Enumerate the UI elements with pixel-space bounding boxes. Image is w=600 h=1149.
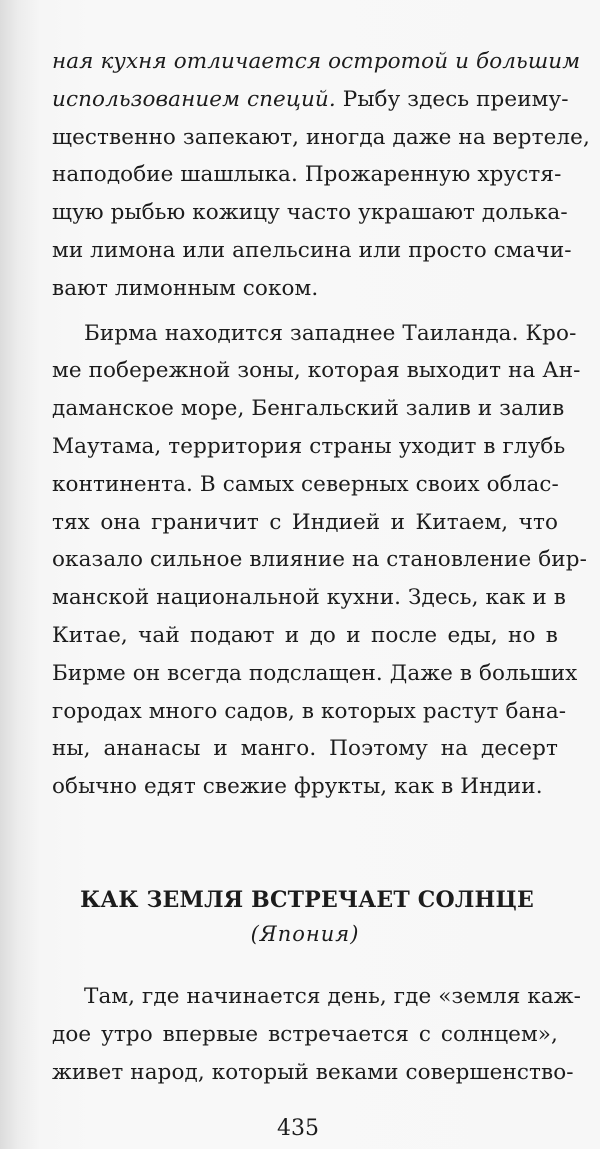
- book-page: [52, 43, 590, 1149]
- paragraph-gap: [52, 308, 558, 315]
- paragraph-cuisine-fish: [52, 43, 590, 308]
- text-line: дое утро впервые встречается с солнцем»,: [52, 1021, 558, 1047]
- italic-text: использованием специй.: [52, 86, 336, 112]
- text-line: вают лимонным соком.: [52, 275, 319, 301]
- text-line: ми лимона или апельсина или просто смачи-: [52, 237, 572, 263]
- text-line: Маутама, территория страны уходит в глубь: [52, 433, 566, 459]
- text-line: наподобие шашлыка. Прожаренную хрустя-: [52, 162, 562, 188]
- paragraph-japan-intro: [52, 978, 582, 1091]
- text-line: живет народ, который веками совершенство-: [52, 1059, 574, 1085]
- text-line: тях она граничит с Индией и Китаем, что: [52, 509, 558, 535]
- text-line: Китае, чай подают и до и после еды, но в: [52, 622, 558, 648]
- paragraph-burma: [52, 315, 587, 806]
- text-line: обычно едят свежие фрукты, как в Индии.: [52, 774, 543, 800]
- text-line: Бирме он всегда подслащен. Даже в больших: [52, 660, 578, 686]
- text-line: щую рыбью кожицу часто украшают долька-: [52, 200, 568, 226]
- section-gap: [52, 951, 558, 978]
- text-line: щественно запекают, иногда даже на вертеле,: [52, 124, 590, 150]
- text-line: континента. В самых северных своих облас-: [52, 471, 559, 497]
- text-line: Бирма находится западнее Таиланда. Кро-: [84, 320, 577, 346]
- section-title: КАК ЗЕМЛЯ ВСТРЕЧАЕТ СОЛНЦЕ: [80, 886, 534, 913]
- text-line: ны, ананасы и манго. Поэтому на десерт: [52, 736, 558, 762]
- text-line: ме побережной зоны, которая выходит на Ан-: [52, 358, 581, 384]
- text-line: [52, 43, 581, 81]
- italic-text: ная кухня отличается остротой и большим: [52, 49, 581, 74]
- text-line: [52, 81, 569, 119]
- page-number: 435: [277, 1116, 319, 1142]
- text-line: даманское море, Бенгальский залив и залив: [52, 396, 565, 422]
- text-line: Там, где начинается день, где «земля каж-: [84, 983, 582, 1009]
- text-line: манской национальной кухни. Здесь, как и в: [52, 585, 566, 611]
- section-subtitle: (Япония): [250, 921, 360, 946]
- regular-text: Рыбу здесь преиму-: [335, 86, 569, 112]
- text-line: оказало сильное влияние на становление бир-: [52, 547, 587, 573]
- text-line: городах много садов, в которых растут бана-: [52, 698, 567, 724]
